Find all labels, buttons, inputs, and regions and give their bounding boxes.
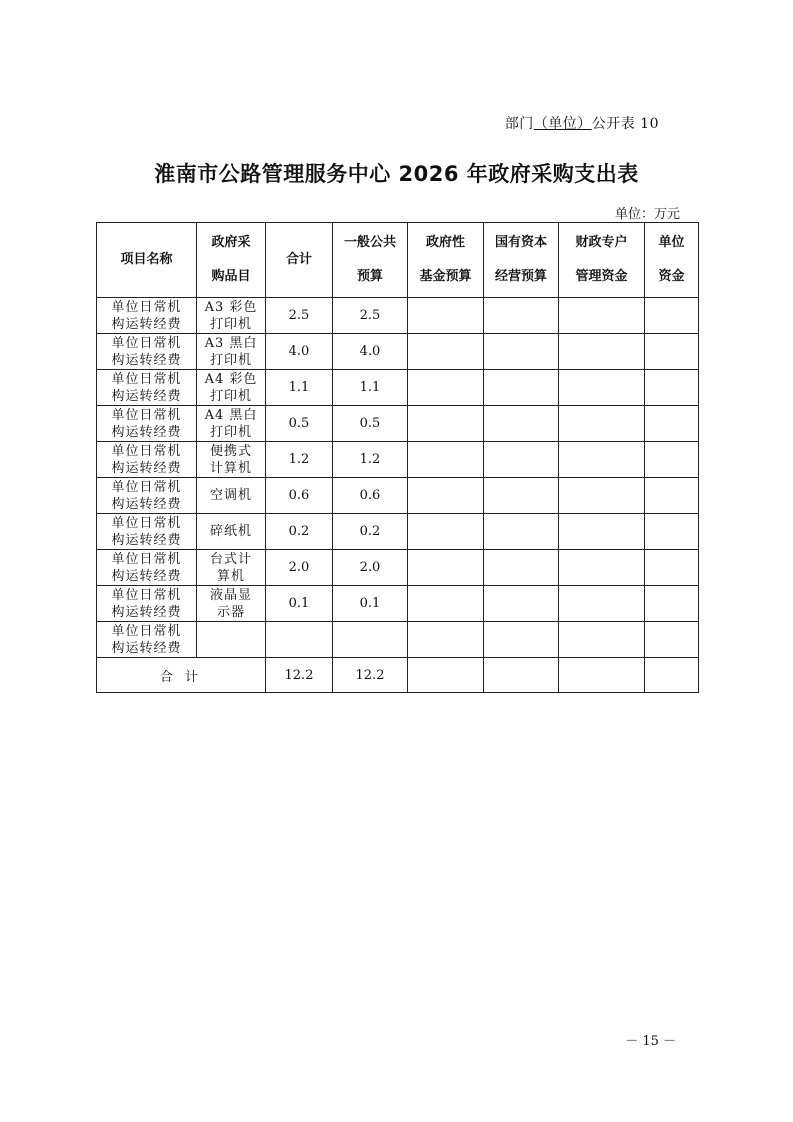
total-cell: 1.2 bbox=[266, 442, 333, 478]
col-header-state-capital: 国有资本 经营预算 bbox=[484, 223, 559, 298]
empty-cell bbox=[408, 334, 484, 370]
table-row bbox=[97, 298, 699, 334]
col-header-item: 政府采 购品目 bbox=[197, 223, 266, 298]
empty-cell bbox=[408, 550, 484, 586]
empty-cell bbox=[484, 514, 559, 550]
table-row bbox=[97, 370, 699, 406]
empty-cell bbox=[645, 478, 699, 514]
empty-cell bbox=[484, 622, 559, 658]
dept-suffix: 公开表 10 bbox=[591, 116, 659, 132]
general-budget-cell: 2.5 bbox=[333, 298, 408, 334]
project-cell: 单位日常机 构运转经费 bbox=[97, 442, 197, 478]
empty-cell bbox=[559, 370, 645, 406]
item-cell: 液晶显 示器 bbox=[197, 586, 266, 622]
total-cell: 2.5 bbox=[266, 298, 333, 334]
empty-cell bbox=[484, 298, 559, 334]
empty-cell bbox=[408, 370, 484, 406]
empty-cell bbox=[645, 550, 699, 586]
total-cell: 0.1 bbox=[266, 586, 333, 622]
empty-cell bbox=[645, 298, 699, 334]
empty-cell bbox=[559, 622, 645, 658]
empty-cell bbox=[559, 550, 645, 586]
header-row bbox=[97, 223, 699, 298]
dept-prefix: 部门 bbox=[504, 116, 534, 132]
general-budget-cell: 0.6 bbox=[333, 478, 408, 514]
col-header-special-account: 财政专户 管理资金 bbox=[559, 223, 645, 298]
table-row bbox=[97, 514, 699, 550]
col-header-fund-budget: 政府性 基金预算 bbox=[408, 223, 484, 298]
general-budget-cell: 0.5 bbox=[333, 406, 408, 442]
empty-cell bbox=[559, 514, 645, 550]
empty-cell bbox=[645, 514, 699, 550]
empty-cell bbox=[559, 442, 645, 478]
dept-unit-underlined: （单位） bbox=[533, 116, 592, 132]
project-cell: 单位日常机 构运转经费 bbox=[97, 298, 197, 334]
total-cell: 0.6 bbox=[266, 478, 333, 514]
empty-cell bbox=[645, 334, 699, 370]
total-cell: 2.0 bbox=[266, 550, 333, 586]
general-budget-cell bbox=[333, 622, 408, 658]
empty-cell bbox=[408, 406, 484, 442]
empty-cell bbox=[408, 514, 484, 550]
table-row bbox=[97, 442, 699, 478]
empty-cell bbox=[408, 622, 484, 658]
empty-cell bbox=[408, 298, 484, 334]
col-header-project: 项目名称 bbox=[97, 223, 197, 298]
project-cell: 单位日常机 构运转经费 bbox=[97, 622, 197, 658]
total-cell: 0.2 bbox=[266, 514, 333, 550]
page-title: 淮南市公路管理服务中心 2026 年政府采购支出表 bbox=[154, 162, 639, 186]
general-budget-cell: 0.2 bbox=[333, 514, 408, 550]
table-row bbox=[97, 550, 699, 586]
general-budget-cell: 1.1 bbox=[333, 370, 408, 406]
project-cell: 单位日常机 构运转经费 bbox=[97, 478, 197, 514]
total-cell: 4.0 bbox=[266, 334, 333, 370]
empty-cell bbox=[408, 658, 484, 693]
totals-row bbox=[97, 658, 699, 693]
item-cell: A4 黑白 打印机 bbox=[197, 406, 266, 442]
table-row bbox=[97, 406, 699, 442]
item-cell: 碎纸机 bbox=[197, 514, 266, 550]
totals-general-budget-cell: 12.2 bbox=[333, 658, 408, 693]
item-cell: 空调机 bbox=[197, 478, 266, 514]
empty-cell bbox=[645, 658, 699, 693]
totals-total-cell: 12.2 bbox=[266, 658, 333, 693]
totals-label: 合 计 bbox=[97, 658, 266, 693]
empty-cell bbox=[645, 370, 699, 406]
empty-cell bbox=[645, 406, 699, 442]
total-cell: 1.1 bbox=[266, 370, 333, 406]
empty-cell bbox=[484, 478, 559, 514]
empty-cell bbox=[559, 334, 645, 370]
general-budget-cell: 4.0 bbox=[333, 334, 408, 370]
empty-cell bbox=[484, 658, 559, 693]
table-row bbox=[97, 586, 699, 622]
table-row bbox=[97, 478, 699, 514]
col-header-general-budget: 一般公共 预算 bbox=[333, 223, 408, 298]
empty-cell bbox=[408, 442, 484, 478]
project-cell: 单位日常机 构运转经费 bbox=[97, 514, 197, 550]
general-budget-cell: 2.0 bbox=[333, 550, 408, 586]
page-number: － 15 － bbox=[625, 1034, 676, 1049]
empty-cell bbox=[645, 442, 699, 478]
empty-cell bbox=[408, 586, 484, 622]
item-cell: A4 彩色 打印机 bbox=[197, 370, 266, 406]
empty-cell bbox=[645, 622, 699, 658]
project-cell: 单位日常机 构运转经费 bbox=[97, 550, 197, 586]
empty-cell bbox=[484, 334, 559, 370]
procurement-table bbox=[96, 222, 699, 693]
project-cell: 单位日常机 构运转经费 bbox=[97, 370, 197, 406]
empty-cell bbox=[559, 406, 645, 442]
empty-cell bbox=[484, 586, 559, 622]
empty-cell bbox=[559, 478, 645, 514]
project-cell: 单位日常机 构运转经费 bbox=[97, 406, 197, 442]
total-cell: 0.5 bbox=[266, 406, 333, 442]
empty-cell bbox=[408, 478, 484, 514]
unit-label: 单位：万元 bbox=[614, 207, 680, 222]
col-header-unit-funds: 单位 资金 bbox=[645, 223, 699, 298]
item-cell: 便携式 计算机 bbox=[197, 442, 266, 478]
item-cell: 台式计 算机 bbox=[197, 550, 266, 586]
empty-cell bbox=[645, 586, 699, 622]
general-budget-cell: 0.1 bbox=[333, 586, 408, 622]
empty-cell bbox=[484, 442, 559, 478]
item-cell: A3 彩色 打印机 bbox=[197, 298, 266, 334]
table-row bbox=[97, 622, 699, 658]
col-header-total: 合计 bbox=[266, 223, 333, 298]
project-cell: 单位日常机 构运转经费 bbox=[97, 334, 197, 370]
empty-cell bbox=[559, 298, 645, 334]
empty-cell bbox=[484, 550, 559, 586]
empty-cell bbox=[484, 370, 559, 406]
total-cell bbox=[266, 622, 333, 658]
item-cell: A3 黑白 打印机 bbox=[197, 334, 266, 370]
item-cell bbox=[197, 622, 266, 658]
empty-cell bbox=[559, 586, 645, 622]
empty-cell bbox=[484, 406, 559, 442]
table-number-label bbox=[505, 113, 659, 133]
empty-cell bbox=[559, 658, 645, 693]
general-budget-cell: 1.2 bbox=[333, 442, 408, 478]
table-row bbox=[97, 334, 699, 370]
project-cell: 单位日常机 构运转经费 bbox=[97, 586, 197, 622]
